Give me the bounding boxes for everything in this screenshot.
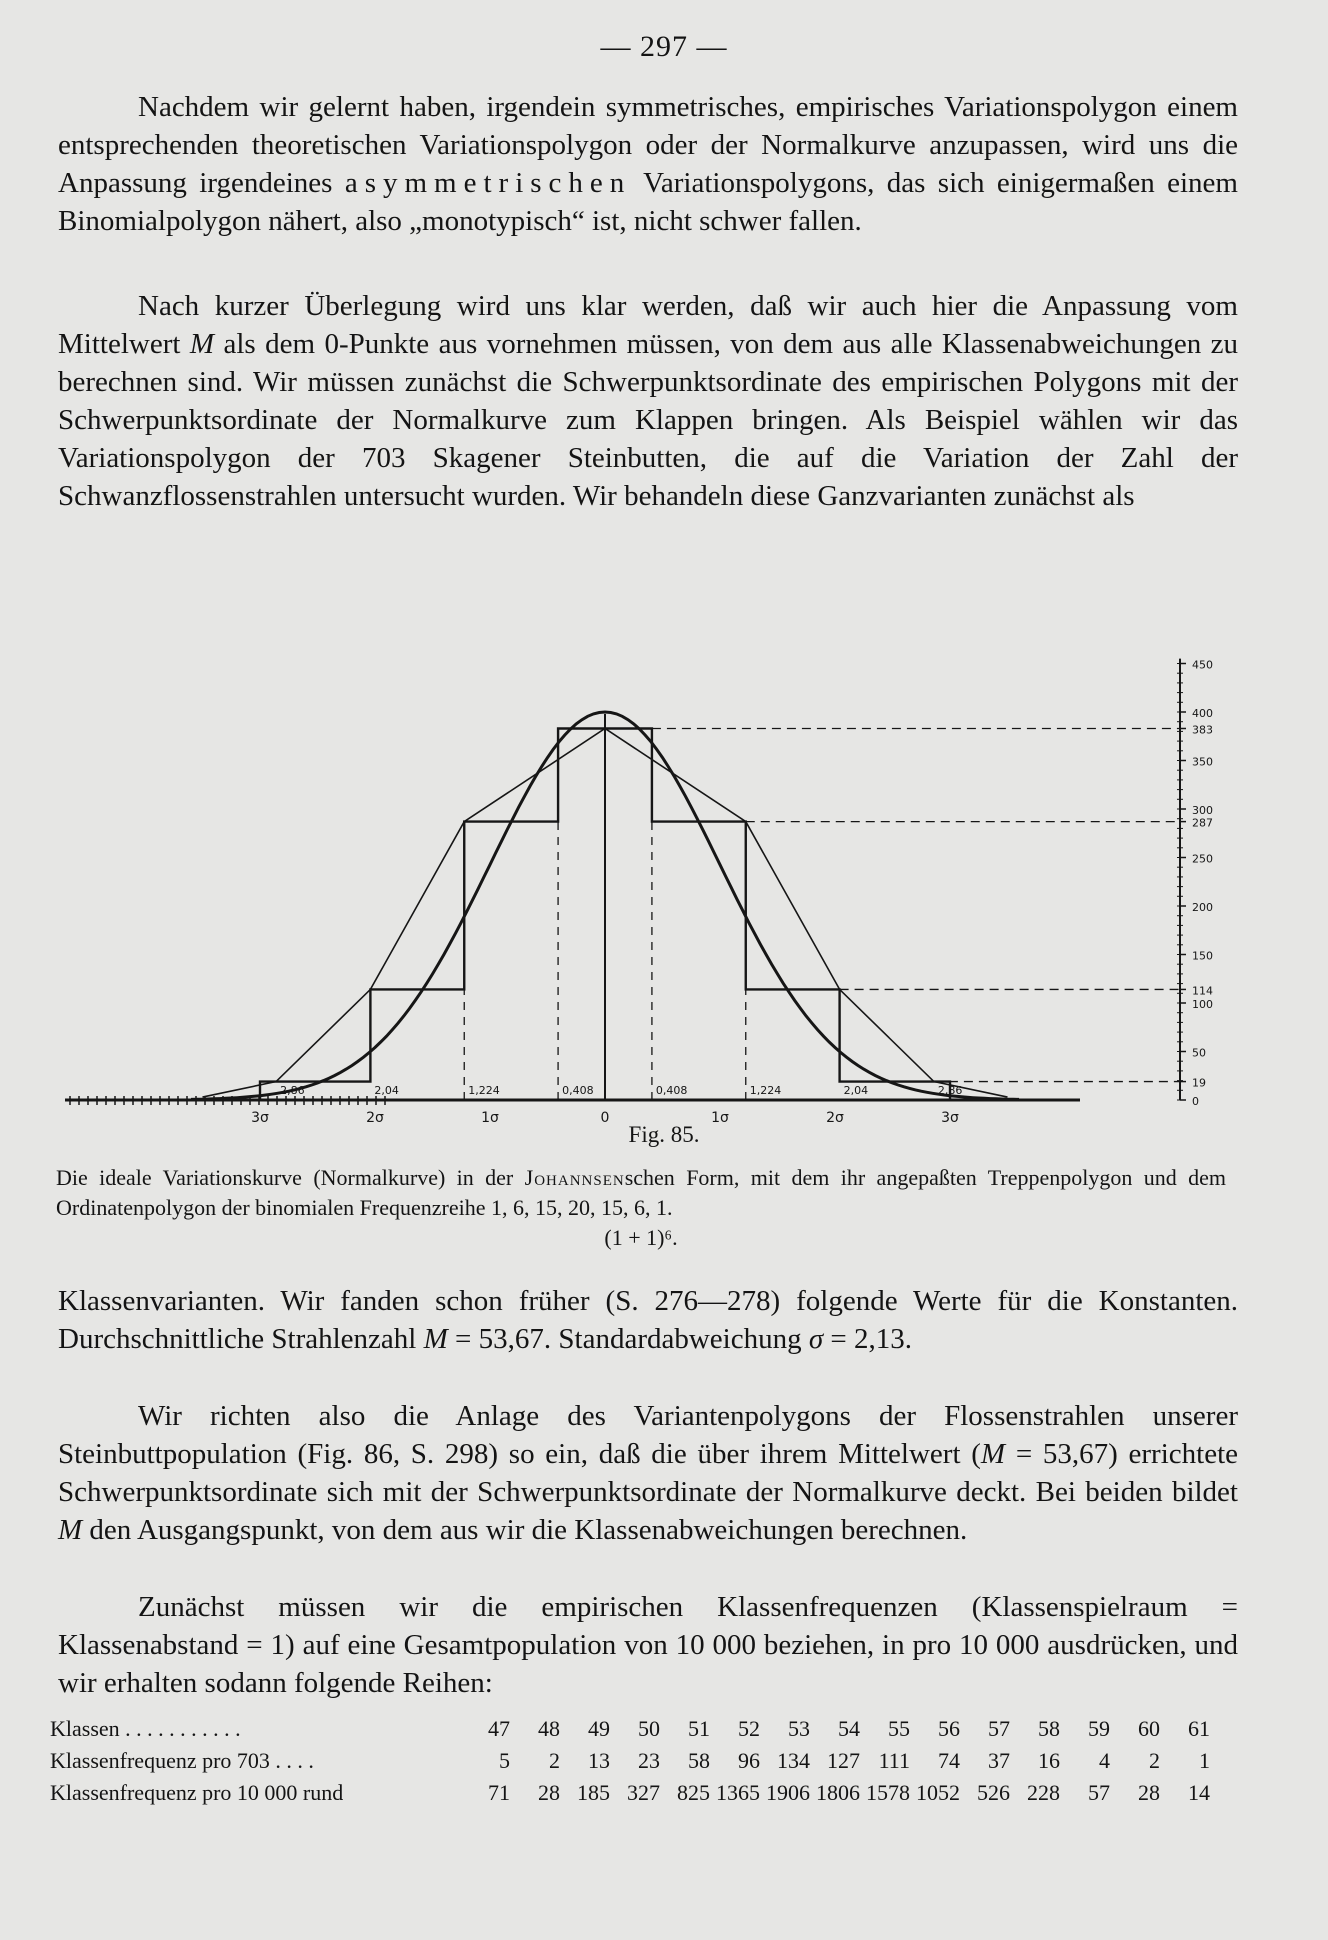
table-row-label: Klassenfrequenz pro 703 . . . . xyxy=(50,1748,314,1773)
normal-curve-chart xyxy=(60,585,1260,1145)
table-row-label: Klassen . . . . . . . . . . . xyxy=(50,1716,241,1741)
spaced-word: asymmetrischen xyxy=(344,167,632,199)
table-cell: 111 xyxy=(878,1748,910,1773)
paragraph-intro xyxy=(58,88,1238,240)
table-cell: 52 xyxy=(738,1716,760,1741)
table-cell: 28 xyxy=(1138,1780,1160,1805)
symbol-mean: M xyxy=(189,328,215,360)
table-cell: 825 xyxy=(677,1780,710,1805)
y-tick-label: 0 xyxy=(1192,1095,1199,1108)
table-cell: 1578 xyxy=(866,1780,910,1805)
table-cell: 228 xyxy=(1027,1780,1060,1805)
table-cell: 28 xyxy=(538,1780,560,1805)
table-cell: 37 xyxy=(988,1748,1010,1773)
frequency-table xyxy=(50,1713,1210,1809)
y-tick-label: 250 xyxy=(1192,852,1213,866)
x-tick-label: 1σ xyxy=(711,1110,729,1126)
table-cell: 1806 xyxy=(816,1780,860,1805)
table-cell: 58 xyxy=(688,1748,710,1773)
caption-formula: (1 + 1)⁶. xyxy=(604,1225,678,1250)
y-tick-label: 450 xyxy=(1192,658,1213,672)
table-cell: 5 xyxy=(499,1748,510,1773)
table-row xyxy=(50,1713,1210,1745)
figure-85 xyxy=(60,585,1260,1145)
table-cell: 526 xyxy=(977,1780,1010,1805)
paragraph-constants-b: = 53,67. Standardabweichung xyxy=(455,1323,802,1355)
table-cell: 327 xyxy=(627,1780,660,1805)
paragraph-adjustment-a: Nach kurzer Überlegung wird uns klar werden, daß wir auch hier die Anpassung vom Mittelwert xyxy=(58,290,1238,360)
y-tick-label: 383 xyxy=(1192,723,1213,737)
y-tick-label: 114 xyxy=(1192,984,1213,998)
paragraph-polygon-a: Wir richten also die Anlage des Variantenpolygons der Flossenstrahlen unserer Steinbuttpopulation (Fig. 86, S. 298) so ein, daß die über ihrem Mittelwert ( xyxy=(58,1400,1238,1470)
interval-label: 2,04 xyxy=(843,1084,869,1097)
table-cell: 60 xyxy=(1138,1716,1160,1741)
y-tick-label: 50 xyxy=(1192,1046,1206,1060)
x-tick-label: 1σ xyxy=(481,1110,499,1126)
table-cell: 57 xyxy=(1088,1780,1110,1805)
y-tick-label: 300 xyxy=(1192,804,1213,817)
symbol-sigma: σ xyxy=(808,1323,824,1355)
table-cell: 54 xyxy=(838,1716,860,1741)
table-cell: 96 xyxy=(738,1748,760,1773)
paragraph-intro-text: Nachdem wir gelernt haben, irgendein symmetrisches, empirisches Variationspolygon einem entsprechenden theoretischen Variationspolygon oder der Normalkurve anzupassen, wird uns die Anpassung irgendeines xyxy=(58,91,1238,199)
x-tick-label: 3σ xyxy=(251,1110,269,1126)
table-cell: 51 xyxy=(688,1716,710,1741)
paragraph-frequencies xyxy=(58,1588,1238,1702)
symbol-mean: M xyxy=(980,1438,1006,1470)
x-tick-label: 3σ xyxy=(941,1110,959,1126)
caption-text-a: Die ideale Variationskurve (Normalkurve) in der xyxy=(56,1165,514,1190)
caption-text-b: schen Form, mit dem ihr angepaßten Treppenpolygon und dem Ordinatenpolygon der binomialen Frequenzreihe 1, 6, 15, 20, 15, 6, 1. xyxy=(56,1165,1226,1220)
y-tick-label: 150 xyxy=(1192,949,1213,963)
x-tick-label: 2σ xyxy=(366,1110,384,1126)
interval-label: 1,224 xyxy=(468,1084,500,1097)
paragraph-polygon-c: den Ausgangspunkt, von dem aus wir die Klassenabweichungen berechnen. xyxy=(89,1514,968,1546)
table-cell: 2 xyxy=(1149,1748,1160,1773)
table-cell: 1052 xyxy=(916,1780,960,1805)
table-cell: 134 xyxy=(777,1748,810,1773)
table-row-label: Klassenfrequenz pro 10 000 rund xyxy=(50,1780,344,1805)
table-cell: 1906 xyxy=(766,1780,810,1805)
paragraph-polygon-b: = 53,67) errichtete Schwerpunktsordinate sich mit der Schwerpunktsordinate der Normalkurve deckt. Bei beiden bildet xyxy=(58,1438,1239,1508)
table-cell: 185 xyxy=(577,1780,610,1805)
table-cell: 4 xyxy=(1099,1748,1110,1773)
table-cell: 50 xyxy=(638,1716,660,1741)
paragraph-constants xyxy=(58,1282,1238,1358)
y-tick-label: 350 xyxy=(1192,755,1213,769)
y-tick-label: 287 xyxy=(1192,816,1213,830)
table-cell: 61 xyxy=(1188,1716,1210,1741)
caption-author: Johannsen xyxy=(524,1165,625,1190)
paragraph-polygon xyxy=(58,1397,1238,1549)
table-cell: 57 xyxy=(988,1716,1010,1741)
table-cell: 59 xyxy=(1088,1716,1110,1741)
table-cell: 55 xyxy=(888,1716,910,1741)
table-cell: 74 xyxy=(938,1748,960,1773)
table-cell: 56 xyxy=(938,1716,960,1741)
interval-label: 2,04 xyxy=(374,1084,399,1097)
x-tick-label: 0 xyxy=(600,1110,610,1126)
table-cell: 58 xyxy=(1038,1716,1060,1741)
table-cell: 48 xyxy=(538,1716,560,1741)
y-tick-label: 100 xyxy=(1192,998,1213,1011)
table-cell: 23 xyxy=(638,1748,660,1773)
paragraph-constants-c: = 2,13. xyxy=(830,1323,913,1355)
figure-label: Fig. 85. xyxy=(628,1122,700,1147)
table-cell: 13 xyxy=(588,1748,610,1773)
table-cell: 53 xyxy=(788,1716,810,1741)
symbol-mean: M xyxy=(58,1514,83,1546)
y-tick-label: 19 xyxy=(1192,1076,1206,1090)
page-number: — 297 — xyxy=(600,30,728,63)
table-cell: 71 xyxy=(488,1780,510,1805)
y-tick-label: 200 xyxy=(1192,901,1213,914)
interval-label: 0,408 xyxy=(655,1084,688,1097)
interval-label: 1,224 xyxy=(749,1084,782,1097)
table-cell: 127 xyxy=(827,1748,860,1773)
table-cell: 16 xyxy=(1038,1748,1060,1773)
table-cell: 1 xyxy=(1199,1748,1210,1773)
figure-caption xyxy=(56,1163,1226,1253)
y-tick-label: 400 xyxy=(1192,707,1213,720)
paragraph-frequencies-text: Zunächst müssen wir die empirischen Klassenfrequenzen (Klassenspielraum = Klassenabstand = 1) auf eine Gesamtpopulation von 10 000 beziehen, in pro 10 000 ausdrücken, und wir erhalten sodann folgende Reihen: xyxy=(58,1591,1238,1699)
interval-label: 2,86 xyxy=(280,1084,305,1097)
paragraph-constants-a: Klassenvarianten. Wir fanden schon früher (S. 276—278) folgende Werte für die Konstanten. Durchschnittliche Strahlenzahl xyxy=(58,1285,1238,1355)
paragraph-adjustment xyxy=(58,287,1238,515)
table-row xyxy=(50,1777,1210,1809)
table-cell: 49 xyxy=(588,1716,610,1741)
table-cell: 2 xyxy=(549,1748,560,1773)
x-tick-label: 2σ xyxy=(826,1110,844,1126)
paragraph-adjustment-b: als dem 0-Punkte aus vornehmen müssen, von dem aus alle Klassenabweichungen zu berechnen sind. Wir müssen zunächst die Schwerpunktsordinate des empirischen Polygons mit der Schwerpunktsordinate der Normalkurve zum Klappen bringen. Als Beispiel wählen wir das Variationspolygon der 703 Skagener Steinbutten, die auf die Variation der Zahl der Schwanzflossenstrahlen untersucht wurden. Wir behandeln diese Ganzvarianten zunächst als xyxy=(58,328,1239,512)
interval-label: 0,408 xyxy=(562,1084,594,1097)
table-cell: 14 xyxy=(1188,1780,1210,1805)
table-cell: 1365 xyxy=(716,1780,760,1805)
symbol-mean: M xyxy=(423,1323,448,1355)
table-cell: 47 xyxy=(488,1716,510,1741)
interval-label: 2,86 xyxy=(937,1084,963,1097)
table-row xyxy=(50,1745,1210,1777)
paragraph-intro-end: Variationspolygons, das sich einigermaßen einem Binomialpolygon nähert, also „monotypisch“ ist, nicht schwer fallen. xyxy=(58,167,1238,237)
